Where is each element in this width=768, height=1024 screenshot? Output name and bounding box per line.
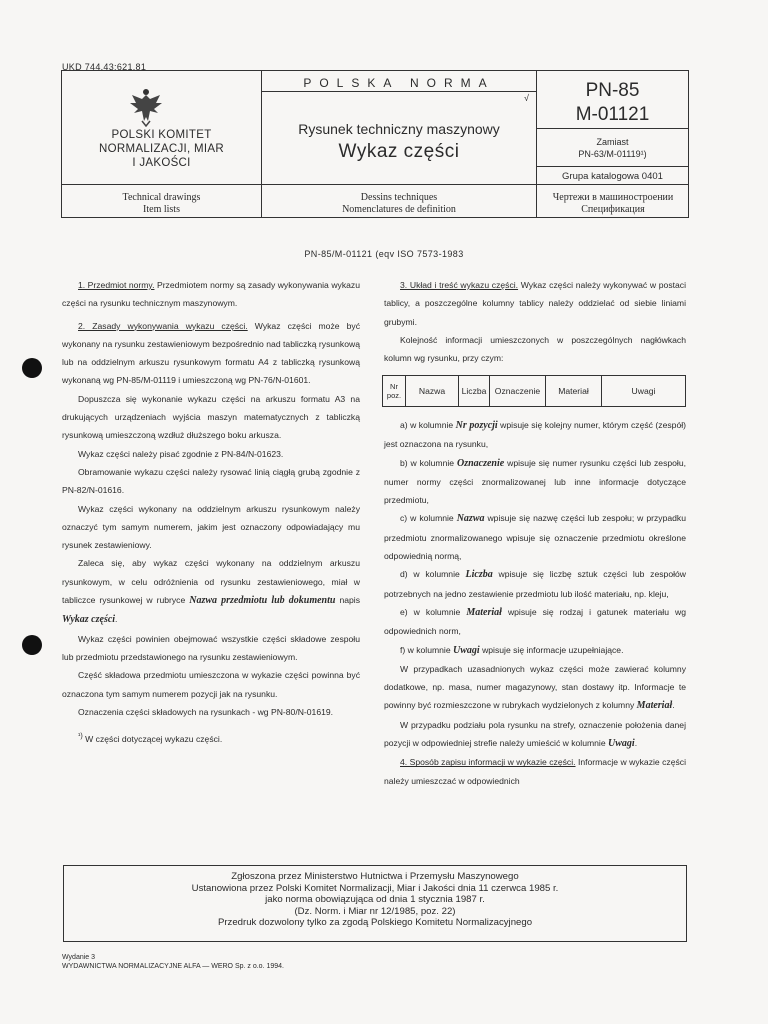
approval-box [63,865,687,942]
check-mark: √ [524,93,529,103]
right-column-continued: a) w kolumnie Nr pozycji wpisuje się kolejny numer, którym część (zespół) jest oznaczona na rysunku, b) w kolumnie Oznaczenie wpisuje się numer rysunku części lub zespołu, numer normy części znormalizowanej lub inne informacje dotyczące przedmiotu, c) w kolumnie Nazwa wpisuje się nazwę części lub zespołu; w przypadku przedmiotu znormalizowanego wpisuje się oznaczenie przedmiotu określone odpowiednią normą, d) w kolumnie Liczba wpisuje się liczbę sztuk części lub zespołów potrzebnych na jedno zestawienie przedmiotu lub ilość materiału, np. kleju, e) w kolumnie Materiał wpisuje się rodzaj i gatunek materiału wg odpowiednich norm, f) w kolumnie Uwagi wpisuje się informacje uzupełniające. W przypadkach uzasadnionych wykaz części może zawierać kolumny dodatkowe, np. masa, numer magazynowy, stan dostawy itp. Informacje te powinny być rozmieszczone w rubrykach wydzielonych z kolumny Materiał. W przypadku podziału pola rysunku na strefy, oznaczenie położenia danej pozycji w odpowiedniej strefie należy umieścić w kolumnie Uwagi. 4. Sposób zapisu informacji w wykazie części. Informacje w wykazie części należy umieszczać w odpowiednich [384,420,687,786]
committee-name: POLSKI KOMITET NORMALIZACJI, MIAR I JAKOŚCI [99,129,224,169]
table-header-liczba: Liczba [459,376,490,407]
column-layout-table [382,375,686,407]
table-header-nazwa: Nazwa [406,376,459,407]
approval-line-2: Ustanowiona przez Polski Komitet Normalizacji, Miar i Jakości dnia 11 czerwca 1985 r. [191,882,559,894]
title-sub: Wykaz części [338,141,460,162]
pn-number-line1: PN-85 [585,80,640,101]
title-russian: Чертежи в машиностроении Спецификация [552,192,674,215]
imprint [62,953,284,971]
approval-line-5: Przedruk dozwolony tylko za zgodą Polskiego Komitetu Normalizacyjnego [217,917,533,929]
footnote: $^{^1)}$ W części dotyczącej wykazu części. [78,732,223,744]
catalog-group: Grupa katalogowa 0401 [562,171,663,182]
title-english: Technical drawings Item lists [122,192,201,215]
punch-hole-top [22,358,42,378]
replaces-note: Zamiast PN-63/M-01119¹) [578,137,647,159]
title-french: Dessins techniques Nomenclatures de definition [342,192,456,215]
left-column: 1. Przedmiot normy. Przedmiotem normy są zasady wykonywania wykazu części na rysunku technicznym maszynowym. 2. Zasady wykonywania wykazu części. Wykaz części może być wykonany na rysunku zestawieniowym bezpośrednio nad tabliczką rysunkową lub na oddzielnym arkuszu rysunkowym formatu A4 z tabliczką rysunkową wykonaną wg PN-85/M-01119 i umieszczoną wg PN-76/N-01601. Dopuszcza się wykonanie wykazu części na arkuszu formatu A3 na drukujących urządzeniach wyjścia maszyn matematycznych z tabliczką rysunkową umieszczoną wzdłuż dłuższego boku arkusza. Wykaz części należy pisać zgodnie z PN-84/N-01623. Obramowanie wykazu części należy rysować linią ciągłą grubą zgodnie z PN-82/N-01616. Wykaz części wykonany na oddzielnym arkuszu rysunkowym należy oznaczyć tym samym numerem, jakim jest oznaczony odpowiadający mu rysunek zestawieniowy. Zaleca się, aby wykaz części wykonany na oddzielnym arkuszu rysunkowym, w celu odróżnienia od rysunku zestawieniowego, miał w tabliczce rysunkowej w rubryce Nazwa przedmiotu lub dokumentu napis Wykaz części. Wykaz części powinien obejmować wszystkie części składowe zespołu lub przedmiotu przedstawionego na rysunku zestawieniowym. Część składowa przedmiotu umieszczona w wykazie części powinna być oznaczona tym samym numerem pozycji jak na rysunku. Oznaczenia części składowych na rysunkach - wg PN-80/N-01619. $^{^1)}$ W części dotyczącej wykazu części. [62,276,360,748]
table-header-uwagi: Uwagi [602,376,686,407]
eagle-emblem-icon [128,87,164,127]
approval-line-3: jako norma obowiązująca od dnia 1 stycznia 1987 r. [265,894,485,906]
punch-hole-bottom [22,635,42,655]
publisher: WYDAWNICTWA NORMALIZACYJNE ALFA — WERO Sp. z o.o. 1994. [62,963,284,970]
approval-line-4: (Dz. Norm. i Miar nr 12/1985, poz. 22) [294,905,456,917]
edition: Wydanie 3 [62,954,96,961]
approval-line-1: Zgłoszona przez Ministerstwo Hutnictwa i Przemysłu Maszynowego [231,871,519,882]
table-header-material: Materiał [546,376,602,407]
ukd-code: UKD 744.43:621.81 [62,62,147,72]
table-header-nr: Nr poz. [383,376,406,407]
title-main: Rysunek techniczny maszynowy [298,121,500,137]
table-header-oznaczenie: Oznaczenie [490,376,546,407]
norm-type-label: POLSKA NORMA [303,76,495,90]
pn-number-line2: M-01121 [575,104,650,125]
equivalence-line: PN-85/M-01121 (eqv ISO 7573-1983 [304,249,464,259]
header-box [61,70,689,218]
right-column: 3. Układ i treść wykazu części. Wykaz części należy wykonywać w postaci tablicy, a poszczególne kolumny tablicy należy oddzielać od siebie liniami grubymi. Kolejność informacji umieszczonych w poszczególnych nagłówkach kolumn wg rysunku, przy czym: [384,280,687,364]
